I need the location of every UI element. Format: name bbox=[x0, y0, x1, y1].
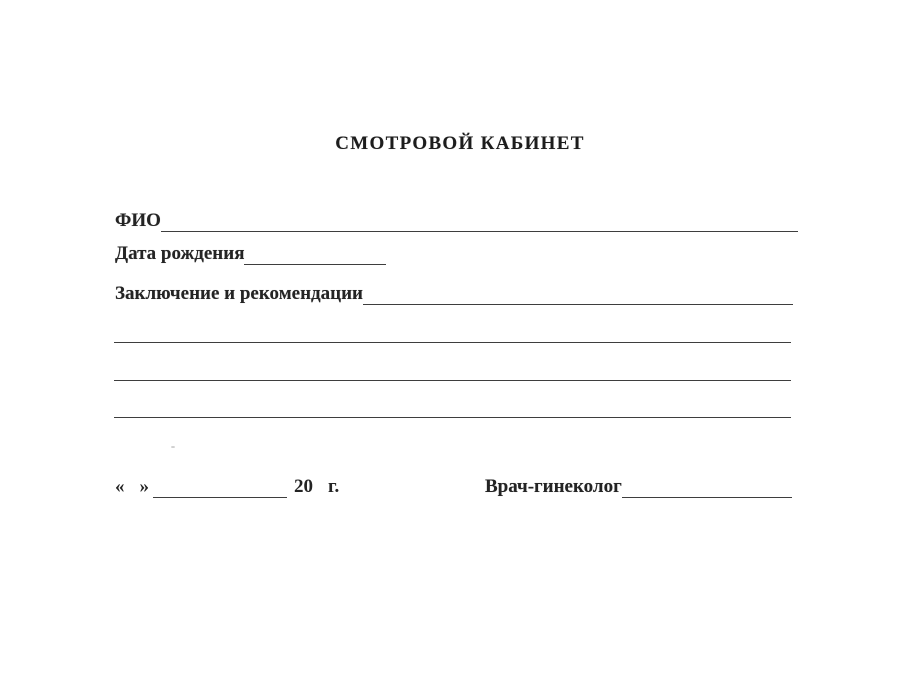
field-conclusion bbox=[115, 281, 793, 305]
birth-date-write-line bbox=[244, 242, 386, 265]
blank-ruled-line bbox=[114, 417, 791, 418]
conclusion-write-line bbox=[363, 282, 793, 305]
date-century-prefix: 20 bbox=[294, 476, 313, 497]
footer-date-row bbox=[115, 474, 339, 498]
date-month-write-line bbox=[153, 475, 287, 498]
form-title: СМОТРОВОЙ КАБИНЕТ bbox=[335, 133, 585, 154]
field-fio bbox=[115, 208, 798, 232]
doctor-signature-line bbox=[622, 475, 792, 498]
blank-ruled-line bbox=[114, 342, 791, 343]
scan-speck bbox=[171, 446, 175, 448]
doctor-label: Врач-гинеколог bbox=[485, 476, 622, 497]
conclusion-label: Заключение и рекомендации bbox=[115, 283, 363, 304]
field-birth-date bbox=[115, 241, 386, 265]
date-close-quote: » bbox=[139, 476, 149, 497]
birth-date-label: Дата рождения bbox=[115, 243, 245, 264]
blank-ruled-line bbox=[114, 380, 791, 381]
date-open-quote: « bbox=[115, 476, 125, 497]
fio-write-line bbox=[161, 209, 798, 232]
date-year-suffix: г. bbox=[328, 476, 340, 497]
field-doctor bbox=[485, 474, 792, 498]
fio-label: ФИО bbox=[115, 210, 161, 231]
